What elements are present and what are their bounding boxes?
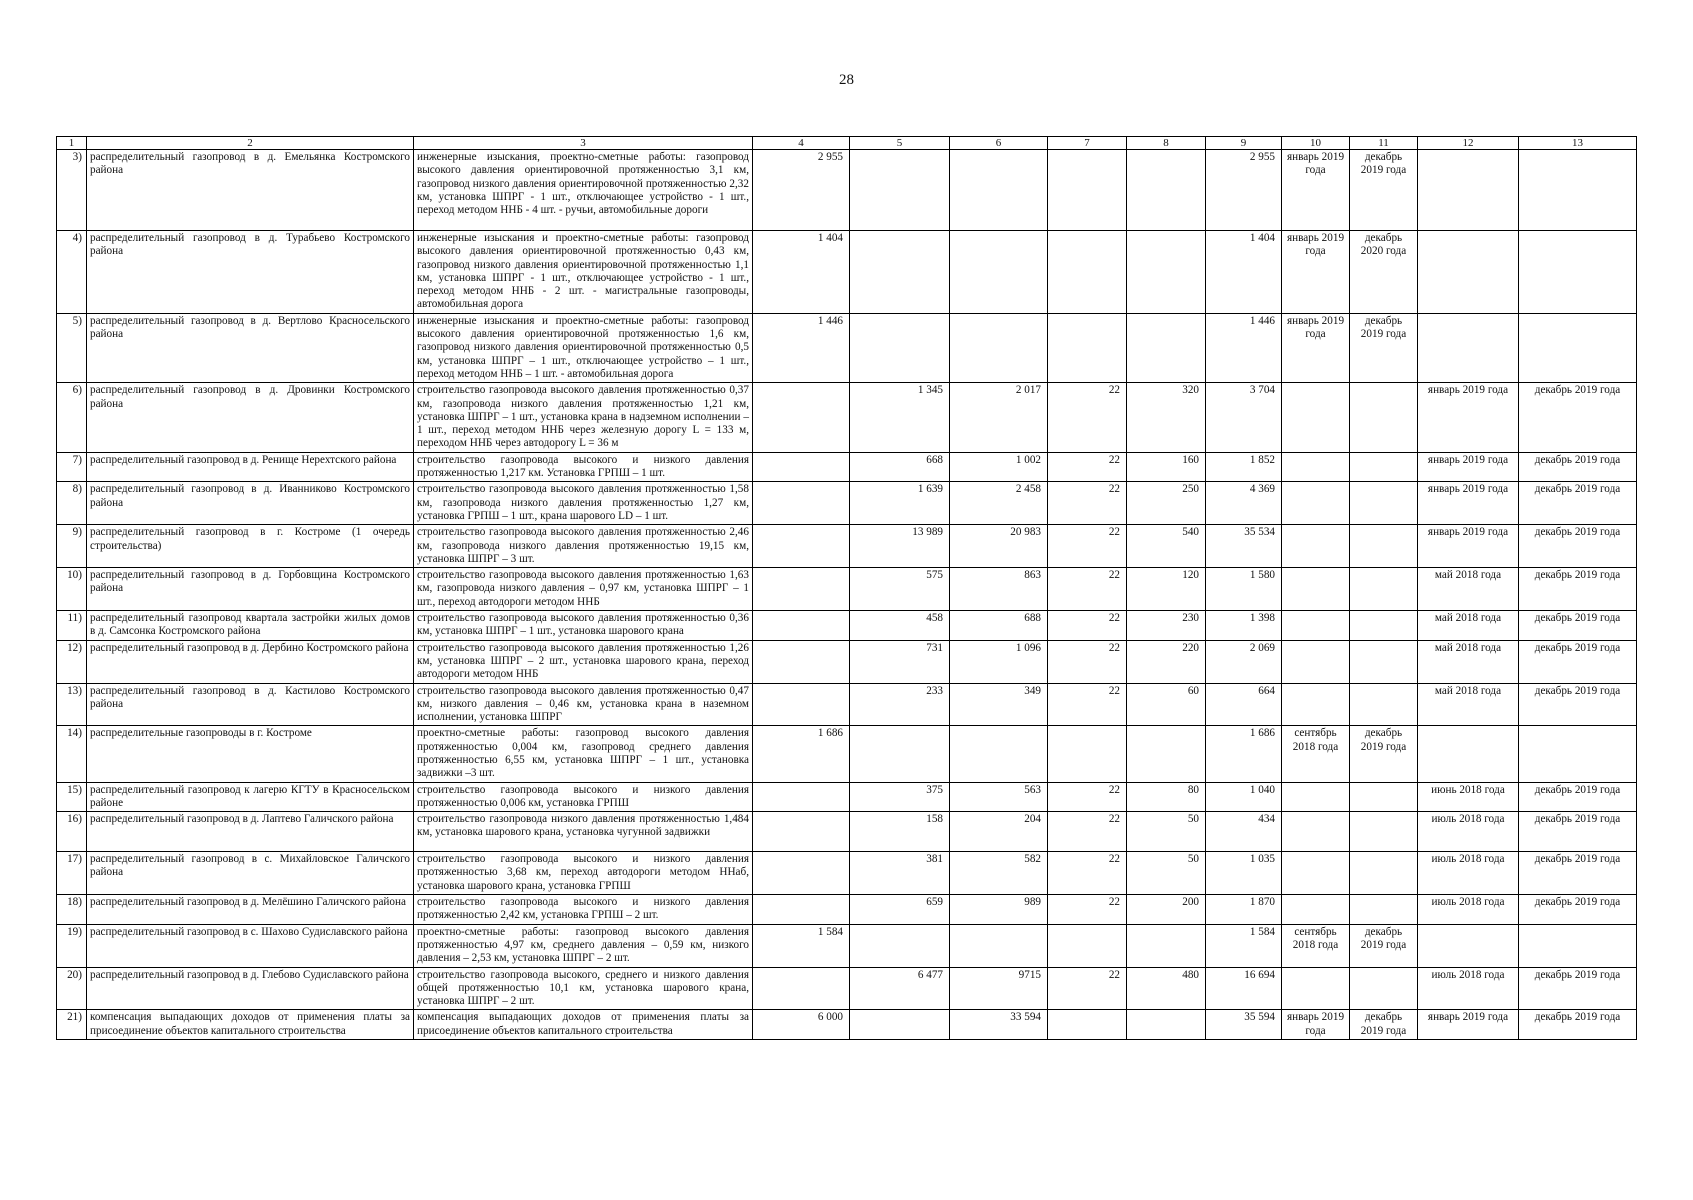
col9-total: 434 (1206, 812, 1282, 852)
col6-value: 20 983 (950, 525, 1048, 568)
investment-program-table (56, 136, 1637, 1040)
object-name: распределительный газопровод в д. Кастилово Костромского района (87, 683, 414, 726)
col12-start: июль 2018 года (1418, 895, 1519, 925)
table-row (57, 895, 1637, 925)
table-row (57, 150, 1637, 231)
col12-start: июль 2018 года (1418, 852, 1519, 895)
row-index: 12) (57, 640, 87, 683)
col10-start (1282, 568, 1350, 611)
column-number-3: 3 (414, 137, 753, 150)
object-name: распределительный газопровод квартала застройки жилых домов в д. Самсонка Костромского района (87, 611, 414, 641)
col8-value: 80 (1127, 782, 1206, 812)
col6-value (950, 924, 1048, 967)
col10-start (1282, 852, 1350, 895)
object-name: распределительный газопровод в д. Ренище Нерехтского района (87, 452, 414, 482)
work-description: инженерные изыскания и проектно-сметные работы: газопровод высокого давления ориентировочной протяженностью 1,6 км, газопровод низкого давления ориентировочной протяженностью 0,5 км, установка ШПРГ – 1 шт., отключающее устройство – 1 шт., переход методом ННБ – 1 шт. - автомобильная дорога (414, 313, 753, 382)
col9-total: 1 035 (1206, 852, 1282, 895)
col11-end: декабрь 2019 года (1350, 1010, 1418, 1040)
column-number-10: 10 (1282, 137, 1350, 150)
col9-total: 35 594 (1206, 1010, 1282, 1040)
col8-value: 230 (1127, 611, 1206, 641)
table-row (57, 782, 1637, 812)
col9-total: 4 369 (1206, 482, 1282, 525)
object-name: компенсация выпадающих доходов от применения платы за присоединение объектов капитального строительства (87, 1010, 414, 1040)
col12-start: январь 2019 года (1418, 383, 1519, 452)
col11-end: декабрь 2019 года (1350, 150, 1418, 231)
col11-end: декабрь 2019 года (1350, 313, 1418, 382)
col8-value: 320 (1127, 383, 1206, 452)
work-description: строительство газопровода высокого давления протяженностью 1,58 км, газопровода низкого давления протяженностью 1,27 км, установка ГРПШ – 1 шт., крана шарового LD – 1 шт. (414, 482, 753, 525)
col7-value: 22 (1048, 383, 1127, 452)
col4-value (753, 640, 850, 683)
col5-value: 458 (850, 611, 950, 641)
col11-end (1350, 683, 1418, 726)
work-description: проектно-сметные работы: газопровод высокого давления протяженностью 4,97 км, среднего давления – 0,59 км, низкого давления – 2,53 км, установка ШПРГ – 2 шт. (414, 924, 753, 967)
col6-value: 33 594 (950, 1010, 1048, 1040)
col4-value: 1 584 (753, 924, 850, 967)
col5-value (850, 231, 950, 314)
col4-value (753, 525, 850, 568)
table-row (57, 967, 1637, 1010)
col13-end: декабрь 2019 года (1519, 525, 1637, 568)
object-name: распределительный газопровод в д. Иванниково Костромского района (87, 482, 414, 525)
object-name: распределительный газопровод в д. Глебово Судиславского района (87, 967, 414, 1010)
object-name: распределительный газопровод в г. Костроме (1 очередь строительства) (87, 525, 414, 568)
row-index: 4) (57, 231, 87, 314)
col13-end: декабрь 2019 года (1519, 683, 1637, 726)
col10-start: январь 2019 года (1282, 150, 1350, 231)
col10-start: январь 2019 года (1282, 1010, 1350, 1040)
col9-total: 1 446 (1206, 313, 1282, 382)
row-index: 18) (57, 895, 87, 925)
col4-value: 2 955 (753, 150, 850, 231)
column-number-4: 4 (753, 137, 850, 150)
object-name: распределительный газопровод в с. Шахово Судиславского района (87, 924, 414, 967)
col9-total: 2 955 (1206, 150, 1282, 231)
col8-value: 200 (1127, 895, 1206, 925)
col6-value: 1 002 (950, 452, 1048, 482)
col10-start (1282, 967, 1350, 1010)
col4-value: 1 686 (753, 726, 850, 782)
row-index: 16) (57, 812, 87, 852)
table-row (57, 231, 1637, 314)
table-row (57, 525, 1637, 568)
col5-value: 668 (850, 452, 950, 482)
col13-end: декабрь 2019 года (1519, 1010, 1637, 1040)
col10-start: январь 2019 года (1282, 313, 1350, 382)
col10-start (1282, 611, 1350, 641)
col6-value: 2 017 (950, 383, 1048, 452)
col7-value: 22 (1048, 640, 1127, 683)
work-description: строительство газопровода высокого давления протяженностью 1,26 км, установка ШПРГ – 2 шт., установка шарового крана, переход автодороги методом ННБ (414, 640, 753, 683)
object-name: распределительный газопровод в д. Мелёшино Галичского района (87, 895, 414, 925)
col12-start (1418, 231, 1519, 314)
col10-start (1282, 482, 1350, 525)
col11-end (1350, 852, 1418, 895)
col12-start: январь 2019 года (1418, 1010, 1519, 1040)
col11-end (1350, 812, 1418, 852)
col11-end (1350, 452, 1418, 482)
col4-value (753, 852, 850, 895)
table-row (57, 482, 1637, 525)
col11-end (1350, 967, 1418, 1010)
col9-total: 35 534 (1206, 525, 1282, 568)
col5-value (850, 726, 950, 782)
column-number-9: 9 (1206, 137, 1282, 150)
col5-value (850, 313, 950, 382)
col7-value: 22 (1048, 967, 1127, 1010)
col11-end: декабрь 2019 года (1350, 924, 1418, 967)
col12-start: май 2018 года (1418, 568, 1519, 611)
object-name: распределительный газопровод в д. Емельянка Костромского района (87, 150, 414, 231)
col6-value: 688 (950, 611, 1048, 641)
table-body (57, 150, 1637, 1040)
work-description: строительство газопровода высокого давления протяженностью 0,37 км, газопровода низкого давления протяженностью 1,21 км, установка ШПРГ – 1 шт., установка крана в надземном исполнении – 1 шт., переход методом ННБ через железную дорогу L = 133 м, переходом ННБ через автодорогу L = 36 м (414, 383, 753, 452)
col11-end (1350, 895, 1418, 925)
col6-value: 582 (950, 852, 1048, 895)
col13-end: декабрь 2019 года (1519, 782, 1637, 812)
col6-value: 2 458 (950, 482, 1048, 525)
col13-end: декабрь 2019 года (1519, 611, 1637, 641)
col5-value: 381 (850, 852, 950, 895)
col8-value: 250 (1127, 482, 1206, 525)
object-name: распределительный газопровод в д. Дербино Костромского района (87, 640, 414, 683)
col11-end (1350, 611, 1418, 641)
col7-value (1048, 313, 1127, 382)
work-description: строительство газопровода высокого и низкого давления протяженностью 3,68 км, переход автодороги методом ННаб, установка шарового крана, установка ГРПШ (414, 852, 753, 895)
col12-start: май 2018 года (1418, 611, 1519, 641)
col7-value: 22 (1048, 782, 1127, 812)
col7-value: 22 (1048, 452, 1127, 482)
col13-end (1519, 150, 1637, 231)
work-description: инженерные изыскания и проектно-сметные работы: газопровод высокого давления ориентировочной протяженностью 0,43 км, газопровод низкого давления ориентировочной протяженностью 1,1 км, установка ШПРГ - 1 шт., отключающее устройство - 1 шт., переход методом ННБ - 2 шт. - магистральные газопроводы, автомобильная дорога (414, 231, 753, 314)
col9-total: 1 870 (1206, 895, 1282, 925)
row-index: 14) (57, 726, 87, 782)
row-index: 7) (57, 452, 87, 482)
col4-value: 1 446 (753, 313, 850, 382)
col5-value: 13 989 (850, 525, 950, 568)
col5-value: 659 (850, 895, 950, 925)
col13-end (1519, 313, 1637, 382)
col4-value: 1 404 (753, 231, 850, 314)
col12-start: июль 2018 года (1418, 812, 1519, 852)
work-description: строительство газопровода высокого и низкого давления протяженностью 1,217 км. Установка ГРПШ – 1 шт. (414, 452, 753, 482)
col7-value (1048, 231, 1127, 314)
col11-end (1350, 640, 1418, 683)
work-description: компенсация выпадающих доходов от применения платы за присоединение объектов капитального строительства (414, 1010, 753, 1040)
col6-value (950, 313, 1048, 382)
col6-value: 9715 (950, 967, 1048, 1010)
work-description: строительство газопровода высокого давления протяженностью 0,47 км, низкого давления – 0,46 км, установка крана в наземном исполнении, установка ШПРГ (414, 683, 753, 726)
col5-value: 6 477 (850, 967, 950, 1010)
column-number-13: 13 (1519, 137, 1637, 150)
col5-value (850, 150, 950, 231)
work-description: строительство газопровода низкого давления протяженностью 1,484 км, установка шарового крана, установка чугунной задвижки (414, 812, 753, 852)
col8-value: 60 (1127, 683, 1206, 726)
col13-end: декабрь 2019 года (1519, 452, 1637, 482)
col8-value (1127, 924, 1206, 967)
table-row (57, 611, 1637, 641)
col6-value: 1 096 (950, 640, 1048, 683)
row-index: 19) (57, 924, 87, 967)
col5-value: 575 (850, 568, 950, 611)
col6-value: 563 (950, 782, 1048, 812)
col8-value: 220 (1127, 640, 1206, 683)
col13-end: декабрь 2019 года (1519, 812, 1637, 852)
col13-end: декабрь 2019 года (1519, 482, 1637, 525)
col5-value (850, 1010, 950, 1040)
col10-start (1282, 782, 1350, 812)
col5-value: 375 (850, 782, 950, 812)
col4-value (753, 568, 850, 611)
work-description: инженерные изыскания, проектно-сметные работы: газопровод высокого давления ориентировочной протяженностью 3,1 км, газопровод низкого давления ориентировочной протяженностью 2,32 км, установка ШПРГ - 1 шт., отключающее устройство - 1 шт., переход методом ННБ - 4 шт. - ручьи, автомобильные дороги (414, 150, 753, 231)
object-name: распределительный газопровод в д. Дровинки Костромского района (87, 383, 414, 452)
object-name: распределительный газопровод в д. Горбовщина Костромского района (87, 568, 414, 611)
col9-total: 16 694 (1206, 967, 1282, 1010)
work-description: строительство газопровода высокого и низкого давления протяженностью 2,42 км, установка ГРПШ – 2 шт. (414, 895, 753, 925)
col7-value: 22 (1048, 482, 1127, 525)
col12-start (1418, 726, 1519, 782)
col13-end: декабрь 2019 года (1519, 568, 1637, 611)
column-number-8: 8 (1127, 137, 1206, 150)
work-description: строительство газопровода высокого и низкого давления протяженностью 0,006 км, установка ГРПШ (414, 782, 753, 812)
col6-value (950, 231, 1048, 314)
column-number-12: 12 (1418, 137, 1519, 150)
col7-value (1048, 726, 1127, 782)
table-row (57, 640, 1637, 683)
col10-start: январь 2019 года (1282, 231, 1350, 314)
col11-end (1350, 383, 1418, 452)
col5-value: 233 (850, 683, 950, 726)
col4-value (753, 482, 850, 525)
col8-value (1127, 150, 1206, 231)
col6-value: 349 (950, 683, 1048, 726)
row-index: 13) (57, 683, 87, 726)
col10-start (1282, 895, 1350, 925)
table-row (57, 1010, 1637, 1040)
col4-value (753, 383, 850, 452)
row-index: 10) (57, 568, 87, 611)
col12-start: май 2018 года (1418, 683, 1519, 726)
object-name: распределительные газопроводы в г. Костроме (87, 726, 414, 782)
work-description: строительство газопровода высокого давления протяженностью 1,63 км, газопровода низкого давления – 0,97 км, установка ШПРГ – 1 шт., переход автодороги методом ННБ (414, 568, 753, 611)
row-index: 5) (57, 313, 87, 382)
col4-value (753, 812, 850, 852)
object-name: распределительный газопровод к лагерю КГТУ в Красносельском районе (87, 782, 414, 812)
col11-end: декабрь 2019 года (1350, 726, 1418, 782)
col12-start (1418, 924, 1519, 967)
col13-end: декабрь 2019 года (1519, 383, 1637, 452)
col8-value: 50 (1127, 852, 1206, 895)
col9-total: 1 404 (1206, 231, 1282, 314)
col12-start: январь 2019 года (1418, 525, 1519, 568)
col8-value: 160 (1127, 452, 1206, 482)
col13-end: декабрь 2019 года (1519, 852, 1637, 895)
col10-start (1282, 640, 1350, 683)
row-index: 11) (57, 611, 87, 641)
row-index: 8) (57, 482, 87, 525)
row-index: 15) (57, 782, 87, 812)
col6-value: 863 (950, 568, 1048, 611)
col4-value (753, 452, 850, 482)
table-row (57, 568, 1637, 611)
table-row (57, 852, 1637, 895)
col5-value (850, 924, 950, 967)
col6-value (950, 726, 1048, 782)
object-name: распределительный газопровод в с. Михайловское Галичского района (87, 852, 414, 895)
col4-value (753, 895, 850, 925)
col13-end (1519, 726, 1637, 782)
col9-total: 1 852 (1206, 452, 1282, 482)
col7-value: 22 (1048, 895, 1127, 925)
col13-end: декабрь 2019 года (1519, 967, 1637, 1010)
table-row (57, 383, 1637, 452)
table-row (57, 683, 1637, 726)
column-number-1: 1 (57, 137, 87, 150)
col9-total: 1 686 (1206, 726, 1282, 782)
col13-end (1519, 924, 1637, 967)
col10-start: сентябрь 2018 года (1282, 924, 1350, 967)
col7-value: 22 (1048, 812, 1127, 852)
table-row (57, 452, 1637, 482)
col9-total: 664 (1206, 683, 1282, 726)
col7-value: 22 (1048, 568, 1127, 611)
col9-total: 1 040 (1206, 782, 1282, 812)
col10-start (1282, 683, 1350, 726)
col5-value: 731 (850, 640, 950, 683)
column-number-2: 2 (87, 137, 414, 150)
col12-start: январь 2019 года (1418, 452, 1519, 482)
col6-value: 204 (950, 812, 1048, 852)
col11-end (1350, 568, 1418, 611)
col8-value (1127, 231, 1206, 314)
row-index: 6) (57, 383, 87, 452)
table-row (57, 726, 1637, 782)
col4-value (753, 967, 850, 1010)
col7-value: 22 (1048, 683, 1127, 726)
col7-value: 22 (1048, 525, 1127, 568)
col8-value (1127, 1010, 1206, 1040)
col4-value (753, 611, 850, 641)
col13-end (1519, 231, 1637, 314)
work-description: строительство газопровода высокого давления протяженностью 0,36 км, установка ШПРГ – 1 шт., установка шарового крана (414, 611, 753, 641)
col9-total: 1 580 (1206, 568, 1282, 611)
column-number-6: 6 (950, 137, 1048, 150)
col12-start: июнь 2018 года (1418, 782, 1519, 812)
col5-value: 158 (850, 812, 950, 852)
col8-value: 480 (1127, 967, 1206, 1010)
column-number-11: 11 (1350, 137, 1418, 150)
object-name: распределительный газопровод в д. Лаптево Галичского района (87, 812, 414, 852)
col13-end: декабрь 2019 года (1519, 640, 1637, 683)
col11-end (1350, 782, 1418, 812)
col10-start (1282, 452, 1350, 482)
col7-value: 22 (1048, 611, 1127, 641)
col10-start: сентябрь 2018 года (1282, 726, 1350, 782)
header-row (57, 137, 1637, 150)
column-number-5: 5 (850, 137, 950, 150)
row-index: 17) (57, 852, 87, 895)
row-index: 9) (57, 525, 87, 568)
col12-start: январь 2019 года (1418, 482, 1519, 525)
col10-start (1282, 383, 1350, 452)
col11-end: декабрь 2020 года (1350, 231, 1418, 314)
col12-start: июль 2018 года (1418, 967, 1519, 1010)
col11-end (1350, 525, 1418, 568)
col4-value (753, 782, 850, 812)
col7-value (1048, 1010, 1127, 1040)
work-description: строительство газопровода высокого, среднего и низкого давления общей протяженностью 10,1 км, установка шарового крана, установка ШПРГ – 2 шт. (414, 967, 753, 1010)
col10-start (1282, 525, 1350, 568)
col6-value: 989 (950, 895, 1048, 925)
col8-value: 540 (1127, 525, 1206, 568)
col7-value: 22 (1048, 852, 1127, 895)
table-row (57, 812, 1637, 852)
object-name: распределительный газопровод в д. Вертлово Красносельского района (87, 313, 414, 382)
col9-total: 2 069 (1206, 640, 1282, 683)
col4-value (753, 683, 850, 726)
col5-value: 1 639 (850, 482, 950, 525)
col8-value: 50 (1127, 812, 1206, 852)
table-row (57, 313, 1637, 382)
row-index: 20) (57, 967, 87, 1010)
col8-value (1127, 726, 1206, 782)
col9-total: 1 398 (1206, 611, 1282, 641)
col10-start (1282, 812, 1350, 852)
col6-value (950, 150, 1048, 231)
col12-start (1418, 150, 1519, 231)
col4-value: 6 000 (753, 1010, 850, 1040)
col7-value (1048, 150, 1127, 231)
work-description: проектно-сметные работы: газопровод высокого давления протяженностью 0,004 км, газопровод среднего давления протяженностью 6,55 км, установка ШПРГ – 1 шт., установка задвижки –3 шт. (414, 726, 753, 782)
col12-start: май 2018 года (1418, 640, 1519, 683)
page-number: 28 (839, 72, 854, 88)
column-number-7: 7 (1048, 137, 1127, 150)
object-name: распределительный газопровод в д. Турабьево Костромского района (87, 231, 414, 314)
col7-value (1048, 924, 1127, 967)
table-row (57, 924, 1637, 967)
col13-end: декабрь 2019 года (1519, 895, 1637, 925)
col9-total: 1 584 (1206, 924, 1282, 967)
col12-start (1418, 313, 1519, 382)
col5-value: 1 345 (850, 383, 950, 452)
col9-total: 3 704 (1206, 383, 1282, 452)
col8-value (1127, 313, 1206, 382)
work-description: строительство газопровода высокого давления протяженностью 2,46 км, газопровода низкого давления протяженностью 19,15 км, установка ШПРГ – 3 шт. (414, 525, 753, 568)
col11-end (1350, 482, 1418, 525)
row-index: 21) (57, 1010, 87, 1040)
col8-value: 120 (1127, 568, 1206, 611)
row-index: 3) (57, 150, 87, 231)
